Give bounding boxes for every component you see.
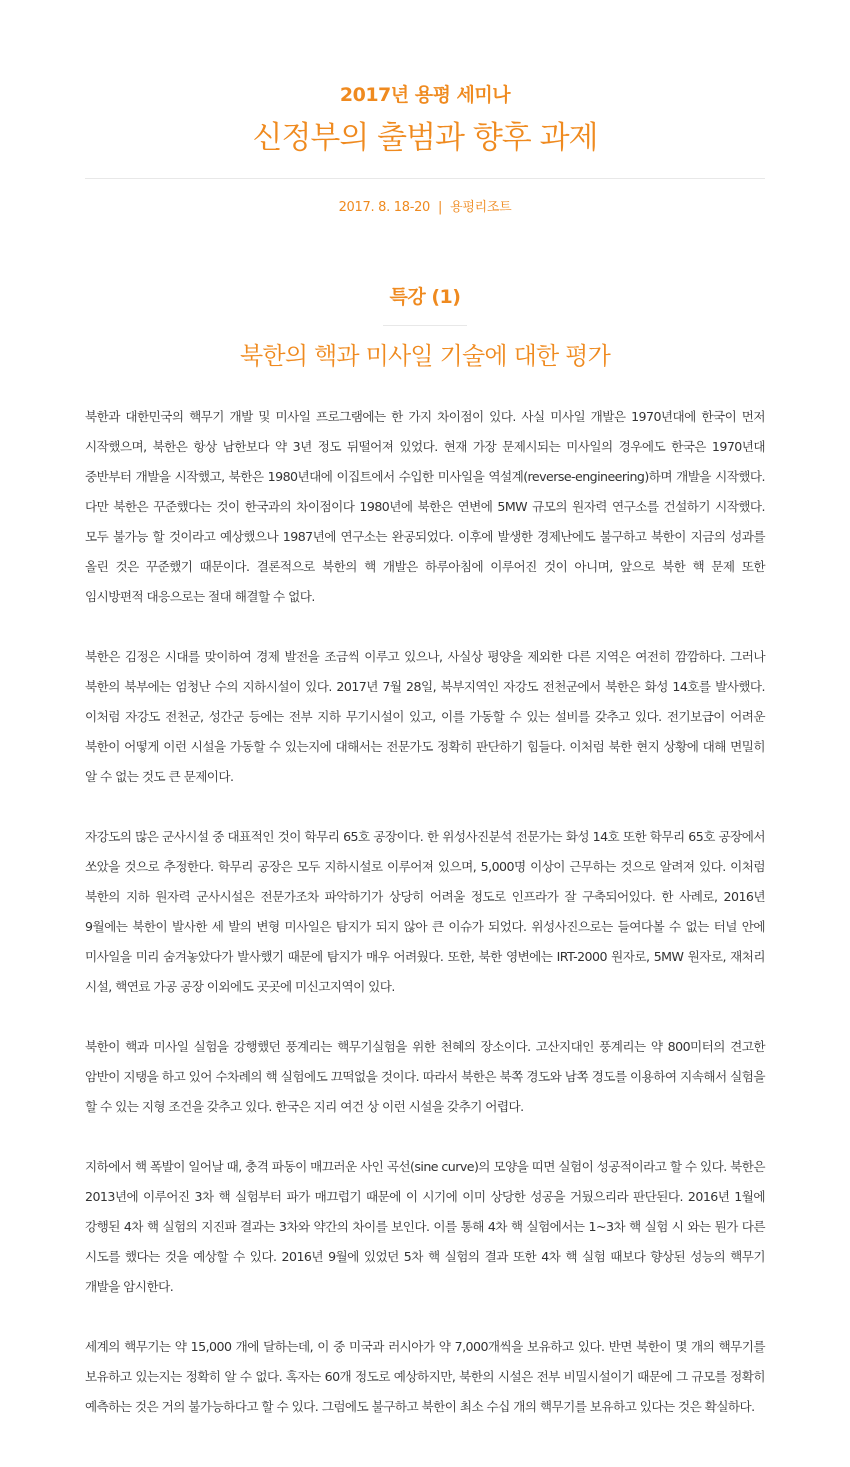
paragraph-4: 북한이 핵과 미사일 실험을 강행했던 풍계리는 핵무기실험을 위한 천혜의 장소이다. 고산지대인 풍계리는 약 800미터의 견고한 암반이 지탱을 하고 있어 수차례의 핵 실험에도 끄떡없을 것이다. 따라서 북한은 북쪽 경도와 남쪽 경도를 이용하여 지속해서 실험을 할 수 있는 지형 조건을 갖추고 있다. 한국은 지리 여건 상 이런 시설을 갖추기 어렵다. bbox=[85, 1039, 765, 1114]
event-venue: 용평리조트 bbox=[450, 200, 512, 215]
paragraph-6: 세계의 핵무기는 약 15,000 개에 달하는데, 이 중 미국과 러시아가 약 7,000개씩을 보유하고 있다. 반면 북한이 몇 개의 핵무기를 보유하고 있는지는 정확히 알 수 없다. 혹자는 60개 정도로 예상하지만, 북한의 시설은 전부 비밀시설이기 때문에 그 규모를 정확히 예측하는 것은 거의 불가능하다고 할 수 있다. 그럼에도 불구하고 북한이 최소 수십 개의 핵무기를 보유하고 있다는 것은 확실하다. bbox=[85, 1339, 765, 1414]
lecture-divider bbox=[383, 325, 467, 326]
lecture-heading bbox=[0, 285, 850, 372]
main-title: 신정부의 출범과 향후 과제 bbox=[252, 120, 598, 156]
event-info bbox=[0, 199, 850, 217]
paragraph-5: 지하에서 핵 폭발이 일어날 때, 충격 파동이 매끄러운 사인 곡선(sine curve)의 모양을 띠면 실험이 성공적이라고 할 수 있다. 북한은 2013년에 이루어진 3차 핵 실험부터 파가 매끄럽기 때문에 이 시기에 이미 상당한 성공을 거뒀으리라 판단된다. 2016년 1월에 강행된 4차 핵 실험의 지진파 결과는 3차와 약간의 차이를 보인다. 이를 통해 4차 핵 실험에서는 1~3차 핵 실험 시 와는 뭔가 다른 시도를 했다는 것을 예상할 수 있다. 2016년 9월에 있었던 5차 핵 실험의 결과 또한 4차 핵 실험 때보다 향상된 성능의 핵무기 개발을 암시한다. bbox=[85, 1159, 765, 1294]
header-divider bbox=[85, 178, 765, 179]
paragraph-1: 북한과 대한민국의 핵무기 개발 및 미사일 프로그램에는 한 가지 차이점이 있다. 사실 미사일 개발은 1970년대에 한국이 먼저 시작했으며, 북한은 항상 남한보다 약 3년 정도 뒤떨어져 있었다. 현재 가장 문제시되는 미사일의 경우에도 한국은 1970년대 중반부터 개발을 시작했고, 북한은 1980년대에 이집트에서 수입한 미사일을 역설계(reverse-engineering)하며 개발을 시작했다. 다만 북한은 꾸준했다는 것이 한국과의 차이점이다 1980년에 북한은 연변에 5MW 규모의 원자력 연구소를 건설하기 시작했다. 모두 불가능 할 것이라고 예상했으나 1987년에 연구소는 완공되었다. 이후에 발생한 경제난에도 불구하고 북한이 지금의 성과를 올린 것은 꾸준했기 때문이다. 결론적으로 북한의 핵 개발은 하루아침에 이루어진 것이 아니며, 앞으로 북한 핵 문제 또한 임시방편적 대응으로는 절대 해결할 수 없다. bbox=[85, 409, 765, 604]
page-header bbox=[0, 0, 850, 217]
lecture-title: 북한의 핵과 미사일 기술에 대한 평가 bbox=[240, 342, 610, 370]
article-body bbox=[85, 402, 765, 1422]
seminar-title: 2017년 용평 세미나 bbox=[339, 84, 511, 106]
paragraph-3: 자강도의 많은 군사시설 중 대표적인 것이 학무리 65호 공장이다. 한 위성사진분석 전문가는 화성 14호 또한 학무리 65호 공장에서 쏘았을 것으로 추정한다. 학무리 공장은 모두 지하시설로 이루어져 있으며, 5,000명 이상이 근무하는 것으로 알려져 있다. 이처럼 북한의 지하 원자력 군사시설은 전문가조차 파악하기가 상당히 어려울 정도로 인프라가 잘 구축되어있다. 한 사례로, 2016년 9월에는 북한이 발사한 세 발의 변형 미사일은 탐지가 되지 않아 큰 이슈가 되었다. 위성사진으로는 들여다볼 수 없는 터널 안에 미사일을 미리 숨겨놓았다가 발사했기 때문에 탐지가 매우 어려웠다. 또한, 북한 영변에는 IRT-2000 원자로, 5MW 원자로, 재처리 시설, 핵연료 가공 공장 이외에도 곳곳에 미신고지역이 있다. bbox=[85, 829, 765, 994]
lecture-label: 특강 (1) bbox=[389, 286, 461, 308]
paragraph-2: 북한은 김정은 시대를 맞이하여 경제 발전을 조금씩 이루고 있으나, 사실상 평양을 제외한 다른 지역은 여전히 깜깜하다. 그러나 북한의 북부에는 엄청난 수의 지하시설이 있다. 2017년 7월 28일, 북부지역인 자강도 전천군에서 북한은 화성 14호를 발사했다. 이처럼 자강도 전천군, 성간군 등에는 전부 지하 무기시설이 있고, 이를 가동할 수 있는 설비를 갖추고 있다. 전기보급이 어려운 북한이 어떻게 이런 시설을 가동할 수 있는지에 대해서는 전문가도 정확히 판단하기 힘들다. 이처럼 북한 현지 상황에 대해 면밀히 알 수 없는 것도 큰 문제이다. bbox=[85, 649, 765, 784]
event-info-separator: | bbox=[438, 200, 443, 215]
event-date: 2017. 8. 18-20 bbox=[338, 200, 431, 215]
